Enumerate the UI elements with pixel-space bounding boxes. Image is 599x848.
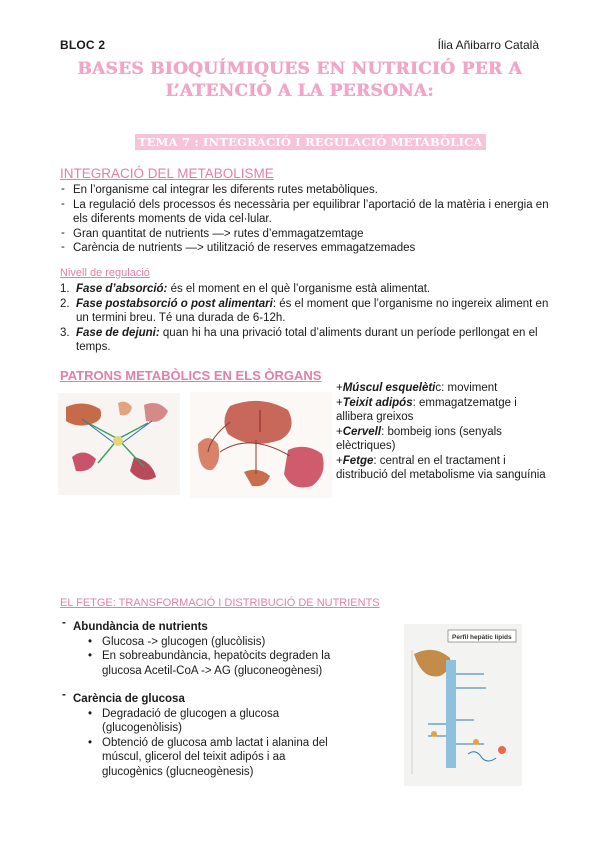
organ-diagram-image: [190, 392, 332, 498]
levels-heading: Nivell de regulació: [60, 267, 150, 279]
organ-name: Cervell: [342, 425, 382, 438]
organ-diagram-illustration: [190, 392, 332, 498]
organ-text: : central en el tractament i distribució del metabolisme via sanguínia: [336, 454, 546, 481]
section1-list: [60, 183, 550, 256]
organ-item-muscle: [336, 381, 546, 396]
item-term: Fase postabsorció o post alimentari: [76, 297, 273, 310]
section2-heading: PATRONS METABÒLICS EN ELS ÒRGANS: [60, 368, 322, 383]
list-item: • Glucosa -> glucogen (glucòlisis): [88, 635, 338, 650]
list-item: - En l’organisme cal integrar les diferents rutes metabòliques.: [60, 183, 550, 198]
list-item: - La regulació dels processos és necessària per equilibrar l’aportació de la matèria i energia en els diferents moments de vida cel·lular.: [60, 198, 550, 227]
bloc-label: BLOC 2: [60, 38, 106, 52]
organ-prefix: +: [336, 396, 343, 409]
levels-list: [60, 282, 550, 355]
group-title: - Carència de glucosa: [60, 692, 338, 707]
organ-prefix: +: [336, 382, 343, 394]
list-item: - Gran quantitat de nutrients —> rutes d’emmagatzemtage: [60, 227, 550, 242]
organ-text: : bombeig ions (senyals elèctriques): [336, 425, 502, 452]
organ-text: : emmagatzematge i allibera greixos: [336, 396, 517, 423]
organ-item-liver: [336, 454, 546, 483]
organ-item-brain: [336, 425, 546, 454]
list-item: [60, 326, 550, 355]
organ-prefix: +: [336, 454, 343, 467]
list-item: - Carència de nutrients —> utilització de reserves emmagatzemades: [60, 241, 550, 256]
organ-text: c: moviment: [435, 382, 498, 394]
liver-profile-illustration: [404, 624, 522, 786]
list-item: [60, 282, 550, 297]
organ-prefix: +: [336, 425, 343, 438]
organ-name: Fetge: [342, 454, 374, 467]
list-item: [60, 297, 550, 326]
item-text: quan hi ha una privació total d’aliments durant un període perllongat en el temps.: [76, 326, 538, 353]
organ-name: Múscul esquelèti: [342, 382, 436, 394]
figure-label: Perfil hepàtic lípids: [452, 634, 512, 641]
item-term: Fase d’absorció:: [76, 283, 168, 295]
organ-item-adipose: [336, 396, 546, 425]
organs-list: [336, 381, 546, 483]
metabolic-diagram-image: [58, 393, 180, 495]
list-item: • Degradació de glucogen a glucosa (glucogenòlisis): [88, 707, 338, 736]
topic-heading: TEMA 7 : INTEGRACIÓ I REGULACIÓ METABÒLICA: [135, 134, 486, 150]
title-line-1: BASES BIOQUÍMIQUES EN NUTRICIÓ PER A: [77, 59, 522, 79]
title-line-2: L’ATENCIÓ A LA PERSONA:: [165, 81, 434, 101]
group-list: [60, 635, 338, 679]
item-text: : és el moment que l’organisme no ingereix aliment en un termini breu. Té una durada de 6-12h.: [76, 297, 549, 324]
liver-profile-figure: [404, 624, 522, 786]
item-number: 2.: [60, 297, 70, 310]
item-number: 3.: [60, 326, 70, 339]
author-name: Ília Añibarro Català: [437, 38, 539, 52]
section3-heading: EL FETGE: TRANSFORMACIÓ I DISTRIBUCIÓ DE NUTRIENTS: [60, 597, 380, 609]
list-item: • Obtenció de glucosa amb lactat i alanina del múscul, glicerol del teixit adipós i aa glucogènics (glucneogènesis): [88, 736, 338, 780]
item-term: Fase de dejuni:: [76, 326, 160, 339]
organ-name: Teixit adipós: [342, 396, 413, 409]
group-title: - Abundància de nutrients: [60, 620, 338, 635]
group-list: [60, 707, 338, 780]
document-title: [40, 58, 559, 102]
section1-heading: INTEGRACIÓ DEL METABOLISME: [60, 166, 274, 181]
section3-content: [60, 620, 338, 779]
list-item: • En sobreabundància, hepatòcits degraden la glucosa Acetil-CoA -> AG (gluconeogènesi): [88, 649, 338, 678]
item-text: és el moment en el què l’organisme està alimentat.: [167, 283, 431, 295]
metabolic-diagram-illustration: [58, 393, 180, 495]
item-number: 1.: [60, 283, 70, 295]
